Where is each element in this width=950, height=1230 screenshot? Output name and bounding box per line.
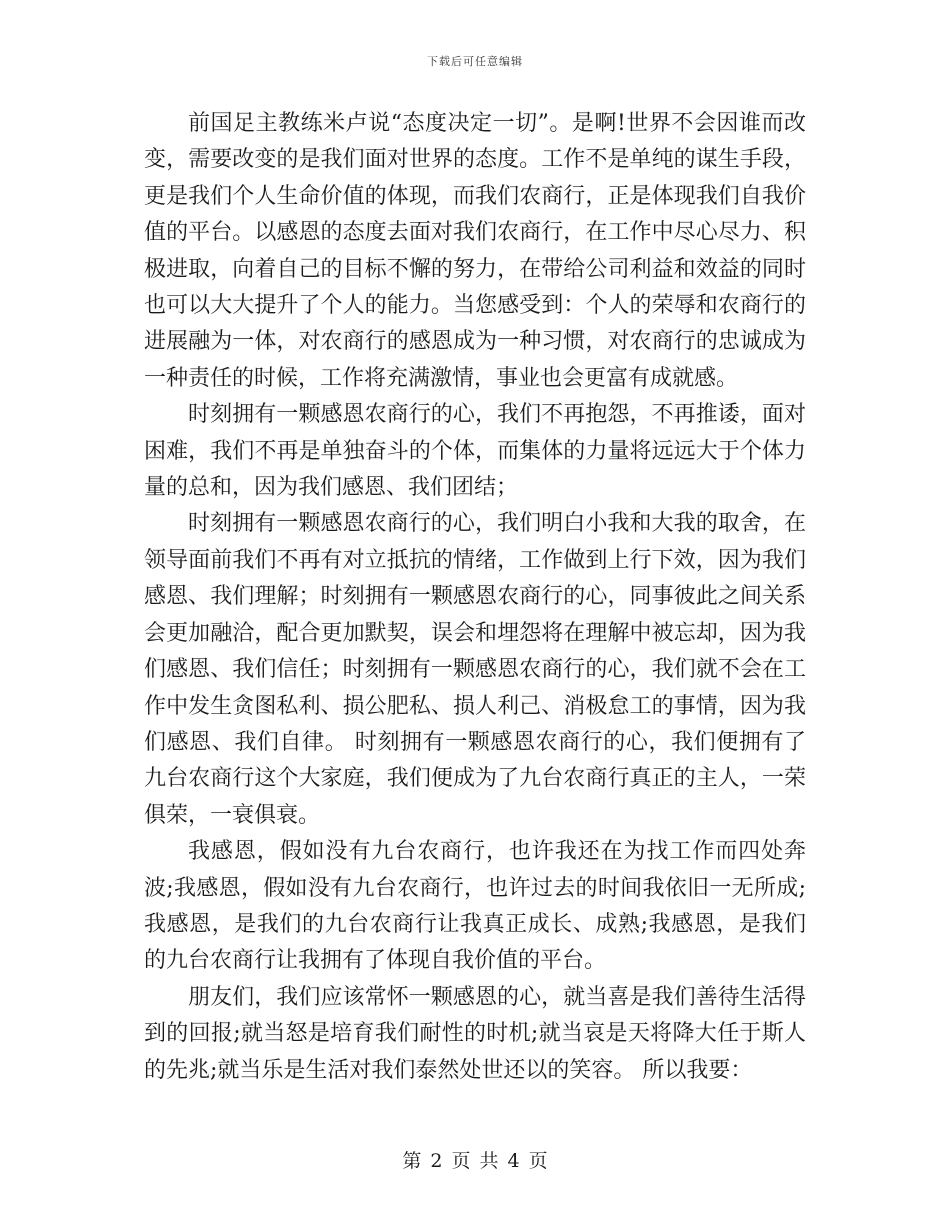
- page-footer: [0, 1146, 950, 1173]
- footer-total-word: 共: [479, 1150, 499, 1172]
- page-header: 下载后可任意编辑: [427, 55, 523, 68]
- footer-total-pages: 4: [507, 1150, 520, 1172]
- footer-suffix: 页: [528, 1150, 548, 1172]
- footer-current-page: 2: [430, 1150, 443, 1172]
- paragraph-1: 前国足主教练米卢说“态度决定一切”。是啊!世界不会因谁而改变，需要改变的是我们面对世界的态度。工作不是单纯的谋生手段，更是我们个人生命价值的体现，而我们农商行，正是体现我们自我价值的平台。以感恩的态度去面对我们农商行，在工作中尽心尽力、积极进取，向着自己的目标不懈的努力，在带给公司利益和效益的同时也可以大大提升了个人的能力。当您感受到：个人的荣辱和农商行的进展融为一体，对农商行的感恩成为一种习惯，对农商行的忠诚成为一种责任的时候，工作将充满激情，事业也会更富有成就感。: [144, 111, 806, 391]
- footer-prefix: 第: [402, 1150, 422, 1172]
- footer-page-word: 页: [451, 1150, 471, 1172]
- document-body: [144, 106, 806, 1089]
- paragraph-3: 时刻拥有一颗感恩农商行的心，我们明白小我和大我的取舍，在领导面前我们不再有对立抵抗的情绪，工作做到上行下效，因为我们感恩、我们理解；时刻拥有一颗感恩农商行的心，同事彼此之间关系会更加融洽，配合更加默契，误会和埋怨将在理解中被忘却，因为我们感恩、我们信任；时刻拥有一颗感恩农商行的心，我们就不会在工作中发生贪图私利、损公肥私、损人利己、消极怠工的事情，因为我们感恩、我们自律。 时刻拥有一颗感恩农商行的心，我们便拥有了九台农商行这个大家庭，我们便成为了九台农商行真正的主人，一荣俱荣，一衰俱衰。: [144, 511, 806, 828]
- paragraph-2: 时刻拥有一颗感恩农商行的心，我们不再抱怨，不再推诿，面对困难，我们不再是单独奋斗的个体，而集体的力量将远远大于个体力量的总和，因为我们感恩、我们团结；: [144, 402, 806, 501]
- paragraph-4: 我感恩，假如没有九台农商行，也许我还在为找工作而四处奔波;我感恩，假如没有九台农商行，也许过去的时间我依旧一无所成;我感恩，是我们的九台农商行让我真正成长、成熟;我感恩，是我们的九台农商行让我拥有了体现自我价值的平台。: [144, 839, 806, 974]
- paragraph-5: 朋友们，我们应该常怀一颗感恩的心，就当喜是我们善待生活得到的回报;就当怒是培育我们耐性的时机;就当哀是天将降大任于斯人的先兆;就当乐是生活对我们泰然处世还以的笑容。 所以我要：: [144, 984, 806, 1083]
